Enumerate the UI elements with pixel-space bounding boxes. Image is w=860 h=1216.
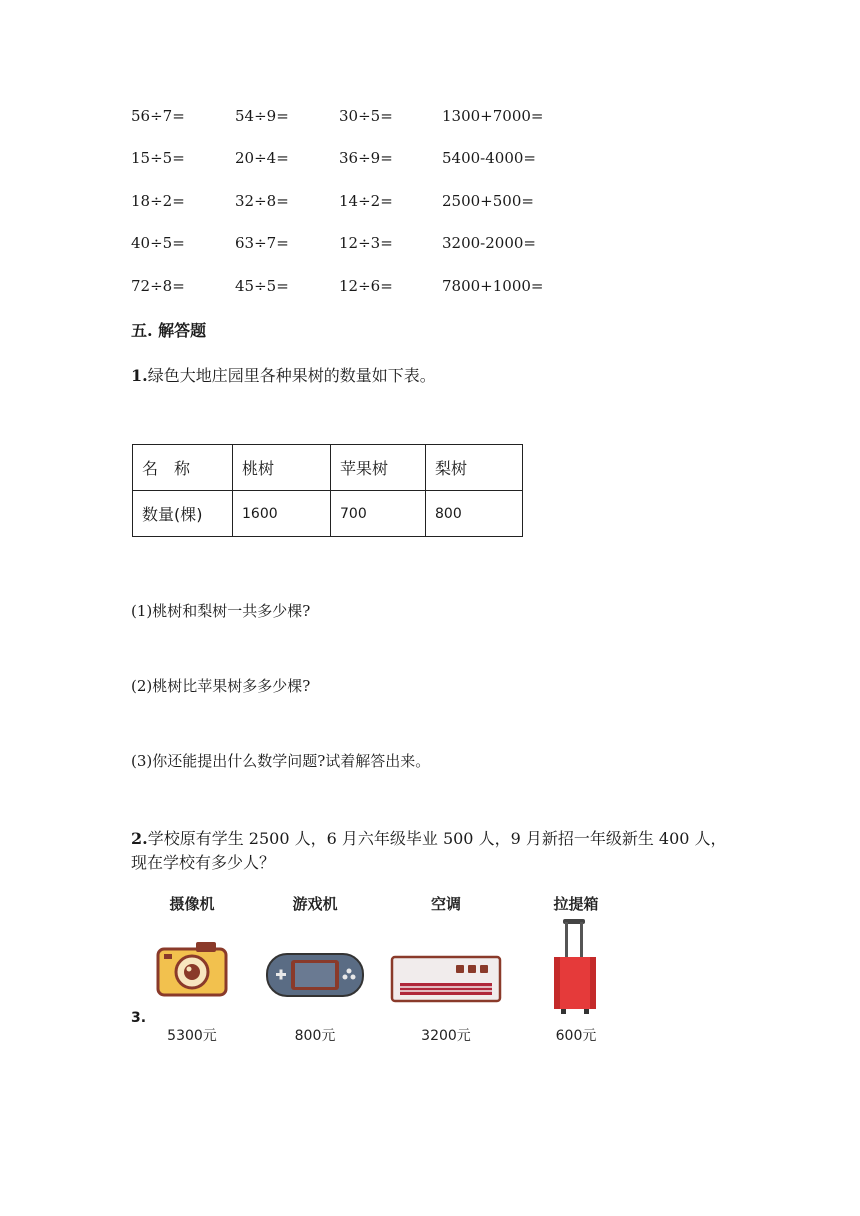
game-console-icon [265, 951, 365, 999]
table-cell: 800 [426, 491, 523, 537]
calc-row [0, 277, 860, 307]
question-1 [131, 363, 436, 386]
calc-problem: 72÷8= [131, 277, 185, 295]
table-cell: 数量(棵) [133, 491, 233, 537]
table-row [133, 491, 523, 537]
table-cell: 桃树 [233, 445, 331, 491]
calc-row [0, 234, 860, 264]
calc-problem: 12÷6= [339, 277, 393, 295]
calc-row [0, 107, 860, 137]
product-price: 800元 [294, 1028, 336, 1044]
fruit-tree-table [132, 444, 523, 537]
calc-problem: 14÷2= [339, 192, 393, 210]
question-number: 2. [131, 829, 148, 848]
sub-question-3: (3)你还能提出什么数学问题?试着解答出来。 [131, 752, 431, 770]
suitcase-icon [551, 917, 601, 1017]
sub-question-2: (2)桃树比苹果树多多少棵? [131, 677, 311, 695]
product-suitcase [536, 893, 616, 1045]
question-text: 学校原有学生 2500 人，6 月六年级毕业 500 人，9 月新招一年级新生 400 人， [147, 829, 727, 848]
calc-problem: 18÷2= [131, 192, 185, 210]
calc-problem: 54÷9= [235, 107, 289, 125]
table-cell: 苹果树 [331, 445, 426, 491]
question-2 [131, 826, 727, 849]
section-title: 五. 解答题 [131, 321, 207, 340]
product-label: 摄像机 [169, 895, 215, 913]
calc-row [0, 192, 860, 222]
table-cell: 1600 [233, 491, 331, 537]
calc-row [0, 149, 860, 179]
product-price: 3200元 [421, 1028, 471, 1044]
question-text: 绿色大地庄园里各种果树的数量如下表。 [147, 366, 436, 385]
calc-problem: 2500+500= [442, 192, 534, 210]
calc-problem: 40÷5= [131, 234, 185, 252]
product-label: 游戏机 [292, 895, 338, 913]
table-cell: 梨树 [426, 445, 523, 491]
product-price: 600元 [555, 1028, 597, 1044]
product-label: 空调 [430, 895, 461, 913]
calc-problem: 5400-4000= [442, 149, 536, 167]
question-number: 3. [131, 1010, 147, 1026]
product-air-conditioner [390, 893, 502, 1045]
calc-problem: 20÷4= [235, 149, 289, 167]
sub-question-1: (1)桃树和梨树一共多少棵? [131, 602, 311, 620]
calc-problem: 30÷5= [339, 107, 393, 125]
product-price: 5300元 [167, 1028, 217, 1044]
calc-problem: 45÷5= [235, 277, 289, 295]
calc-problem: 15÷5= [131, 149, 185, 167]
air-conditioner-icon [390, 955, 502, 1003]
product-camera [145, 893, 239, 1045]
calc-problem: 1300+7000= [442, 107, 544, 125]
question-2-line-2: 现在学校有多少人？ [131, 853, 276, 872]
calc-problem: 63÷7= [235, 234, 289, 252]
table-header-row [133, 445, 523, 491]
question-number: 1. [131, 366, 148, 385]
table-cell: 名 称 [133, 445, 233, 491]
calc-problem: 12÷3= [339, 234, 393, 252]
calc-problem: 7800+1000= [442, 277, 544, 295]
table-cell: 700 [331, 491, 426, 537]
calc-problem: 32÷8= [235, 192, 289, 210]
product-label: 拉提箱 [553, 895, 599, 913]
calc-problem: 3200-2000= [442, 234, 536, 252]
calc-problem: 36÷9= [339, 149, 393, 167]
calc-problem: 56÷7= [131, 107, 185, 125]
product-game-console [265, 893, 365, 1045]
camera-icon [156, 939, 230, 999]
